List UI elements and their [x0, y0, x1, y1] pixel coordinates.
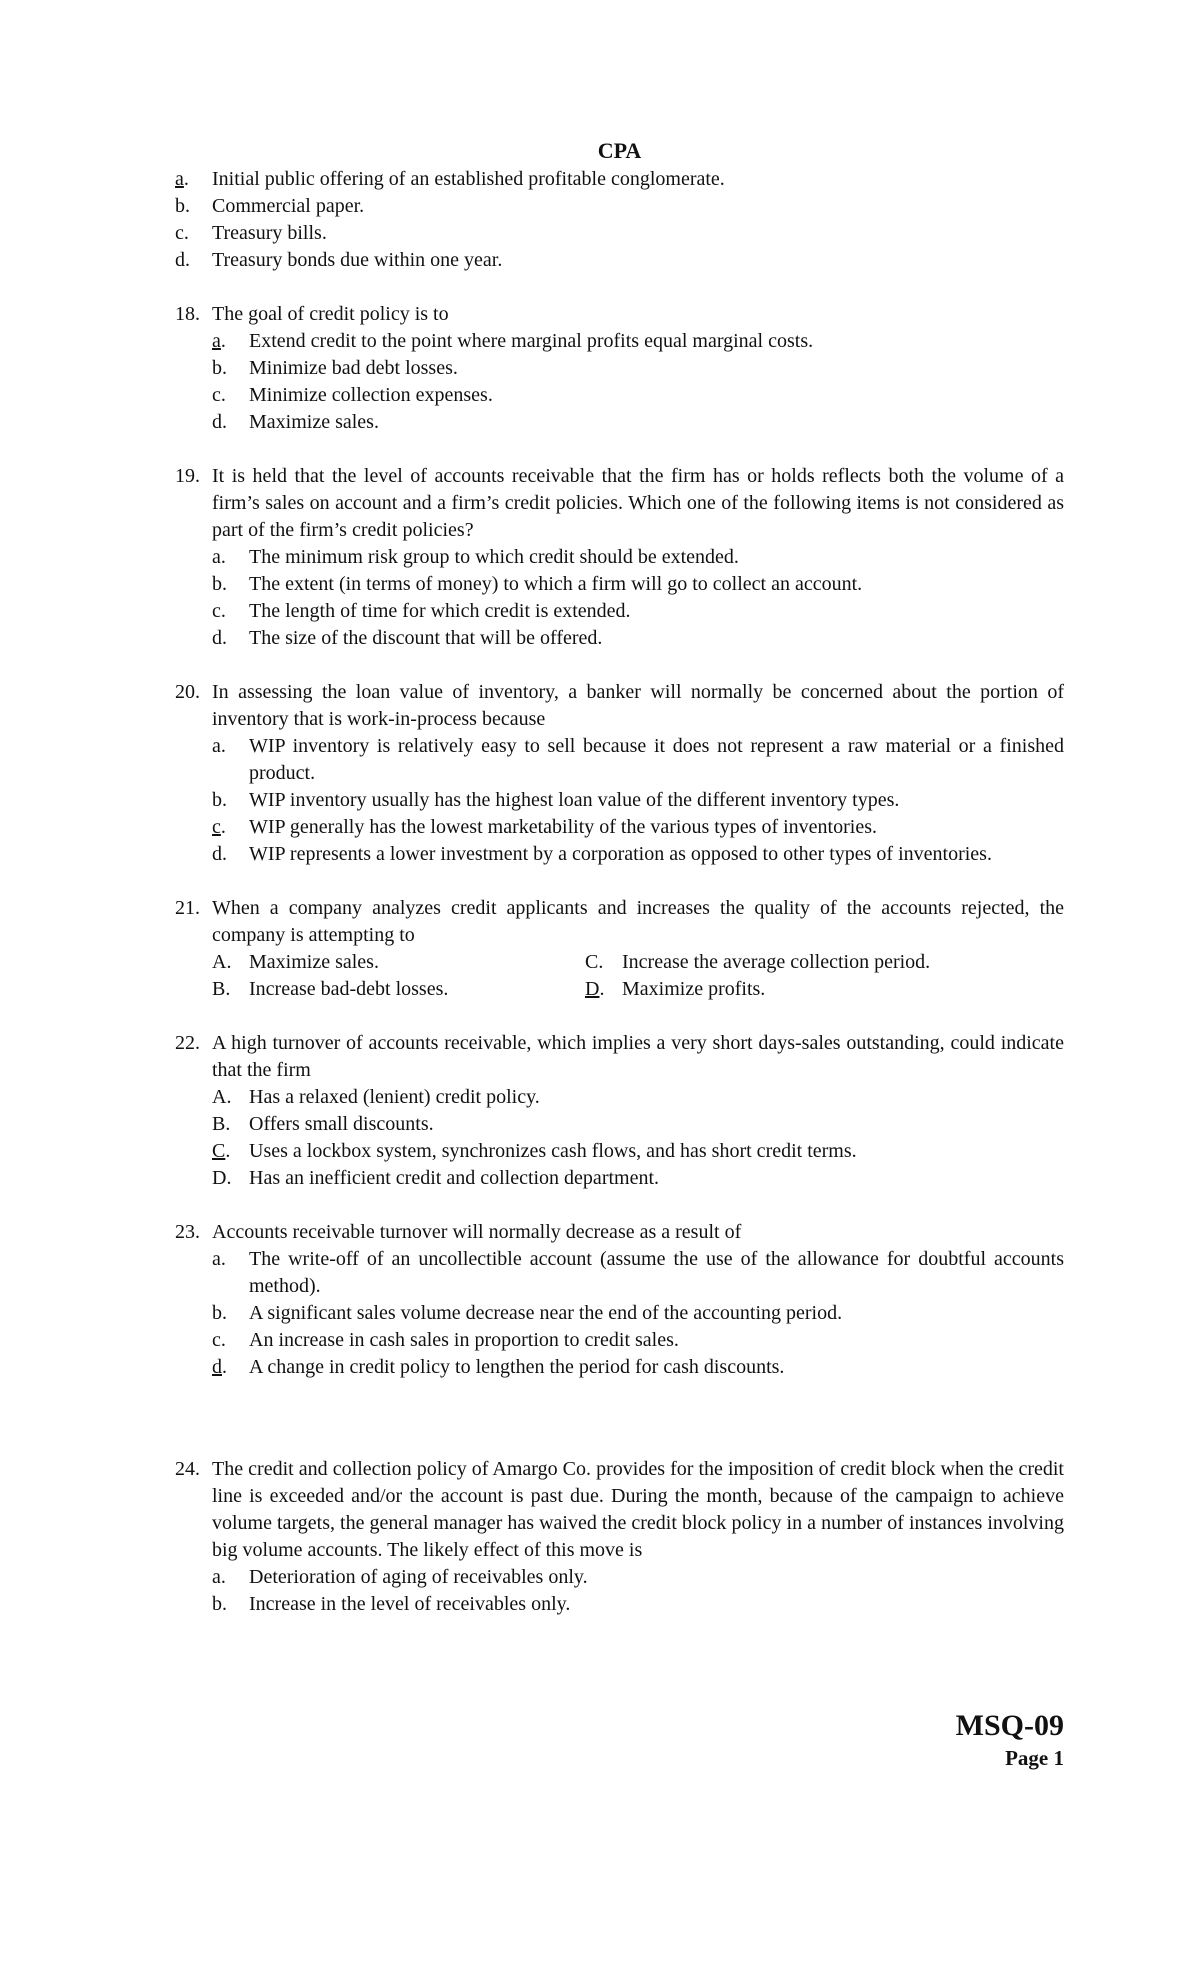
- question-number: 18.: [175, 303, 200, 325]
- option-label: c: [212, 1329, 221, 1351]
- option-label: d: [212, 1356, 222, 1378]
- option-label: D: [212, 1167, 227, 1189]
- option-text: Minimize bad debt losses.: [249, 357, 458, 379]
- question-number: 24.: [175, 1458, 200, 1480]
- question-stem: The credit and collection policy of Amargo Co. provides for the imposition of credit block when the credit line is exceeded and/or the account is past due. During the month, because of the campaign to achieve volume targets, the general manager has waived the credit block policy in a number of instances involving big volume accounts. The likely effect of this move is: [212, 1458, 1064, 1561]
- question-number: 19.: [175, 465, 200, 487]
- question-stem: When a company analyzes credit applicants and increases the quality of the accounts rejected, the company is attempting to: [212, 897, 1064, 946]
- option-text: A significant sales volume decrease near the end of the accounting period.: [249, 1302, 843, 1324]
- option: a. Deterioration of aging of receivables only.: [212, 1564, 1064, 1591]
- option-text: The size of the discount that will be offered.: [249, 627, 603, 649]
- option-text: An increase in cash sales in proportion to credit sales.: [249, 1329, 679, 1351]
- option-text: WIP inventory usually has the highest loan value of the different inventory types.: [249, 789, 900, 811]
- option: b. Increase in the level of receivables only.: [212, 1591, 1064, 1618]
- option-text: Maximize profits.: [622, 978, 766, 1000]
- question-18: [175, 301, 1064, 436]
- option-label: b: [212, 789, 222, 811]
- option-text: Has an inefficient credit and collection department.: [249, 1167, 660, 1189]
- option: B. Offers small discounts.: [212, 1111, 1064, 1138]
- option: c. WIP generally has the lowest marketability of the various types of inventories.: [212, 814, 1064, 841]
- option-text: The length of time for which credit is extended.: [249, 600, 631, 622]
- option-text: Commercial paper.: [212, 195, 365, 217]
- option: A. Has a relaxed (lenient) credit policy.: [212, 1084, 1064, 1111]
- option: b. Minimize bad debt losses.: [212, 355, 1064, 382]
- option-label: c: [212, 816, 221, 838]
- question-24: [175, 1456, 1064, 1618]
- question-number: 23.: [175, 1221, 200, 1243]
- option-label: C: [585, 951, 599, 973]
- option-label: a: [212, 1248, 221, 1270]
- option-label: c: [212, 600, 221, 622]
- option: c. An increase in cash sales in proportion to credit sales.: [212, 1327, 1064, 1354]
- question-number: 21.: [175, 897, 200, 919]
- option: c. Minimize collection expenses.: [212, 382, 1064, 409]
- option: b. Commercial paper.: [175, 193, 1064, 220]
- question-stem: The goal of credit policy is to: [212, 303, 449, 325]
- option-label: B: [212, 1113, 226, 1135]
- page-number: Page 1: [1005, 1746, 1064, 1770]
- option-text: WIP represents a lower investment by a corporation as opposed to other types of inventories.: [249, 843, 992, 865]
- question-number: 22.: [175, 1032, 200, 1054]
- page-footer: [956, 1708, 1064, 1772]
- option-text: Increase bad-debt losses.: [249, 978, 449, 1000]
- option-text: The write-off of an uncollectible account (assume the use of the allowance for doubtful accounts method).: [249, 1248, 1064, 1297]
- option-label: b: [212, 1593, 222, 1615]
- question-23: [175, 1219, 1064, 1381]
- option: D. Maximize profits.: [585, 976, 958, 1003]
- option-text: The minimum risk group to which credit should be extended.: [249, 546, 739, 568]
- option-label: C: [212, 1140, 226, 1162]
- option-text: Uses a lockbox system, synchronizes cash flows, and has short credit terms.: [249, 1140, 857, 1162]
- question-stem: Accounts receivable turnover will normally decrease as a result of: [212, 1221, 742, 1243]
- option-label: A: [212, 1086, 227, 1108]
- option-label: a: [212, 1566, 221, 1588]
- option: a. The minimum risk group to which credit should be extended.: [212, 544, 1064, 571]
- option-label: b: [175, 195, 185, 217]
- option: c. The length of time for which credit is extended.: [212, 598, 1064, 625]
- question-22: [175, 1030, 1064, 1192]
- option-label: b: [212, 357, 222, 379]
- option-label: a: [175, 168, 184, 190]
- question-number: 20.: [175, 681, 200, 703]
- question-stem: In assessing the loan value of inventory, a banker will normally be concerned about the portion of inventory that is work-in-process because: [212, 681, 1064, 730]
- option-label: a: [212, 735, 221, 757]
- exam-code: MSQ-09: [955, 1709, 1064, 1742]
- option-label: d: [212, 843, 222, 865]
- option: a. Extend credit to the point where marginal profits equal marginal costs.: [212, 328, 1064, 355]
- option: d. WIP represents a lower investment by a corporation as opposed to other types of inventories.: [212, 841, 1064, 868]
- option: a. Initial public offering of an established profitable conglomerate.: [175, 166, 1064, 193]
- option: B. Increase bad-debt losses.: [212, 976, 585, 1003]
- option-label: d: [175, 249, 185, 271]
- option-label: c: [175, 222, 184, 244]
- option: C. Uses a lockbox system, synchronizes cash flows, and has short credit terms.: [212, 1138, 1064, 1165]
- option-text: Minimize collection expenses.: [249, 384, 493, 406]
- option-text: Increase in the level of receivables only.: [249, 1593, 571, 1615]
- content-column: [175, 137, 1064, 1618]
- option: c. Treasury bills.: [175, 220, 1064, 247]
- option-label: d: [212, 411, 222, 433]
- option-label: d: [212, 627, 222, 649]
- option-text: WIP inventory is relatively easy to sell because it does not represent a raw material or a finished product.: [249, 735, 1064, 784]
- option-label: D: [585, 978, 600, 1000]
- option-label: c: [212, 384, 221, 406]
- question-stem: It is held that the level of accounts receivable that the firm has or holds reflects both the volume of a firm’s sales on account and a firm’s credit policies. Which one of the following items is not considered as part of the firm’s credit policies?: [212, 465, 1064, 541]
- option: b. A significant sales volume decrease near the end of the accounting period.: [212, 1300, 1064, 1327]
- option-text: WIP generally has the lowest marketability of the various types of inventories.: [249, 816, 877, 838]
- question-21: [175, 895, 1064, 1003]
- option: a. WIP inventory is relatively easy to sell because it does not represent a raw material or a finished product.: [212, 733, 1064, 787]
- option: d. Treasury bonds due within one year.: [175, 247, 1064, 274]
- page-header: CPA: [597, 138, 642, 163]
- option: d. Maximize sales.: [212, 409, 1064, 436]
- option-text: Increase the average collection period.: [622, 951, 931, 973]
- option: d. The size of the discount that will be offered.: [212, 625, 1064, 652]
- option-text: A change in credit policy to lengthen the period for cash discounts.: [249, 1356, 785, 1378]
- q17-options: [175, 166, 1064, 274]
- option-text: The extent (in terms of money) to which a firm will go to collect an account.: [249, 573, 863, 595]
- option-text: Treasury bills.: [212, 222, 327, 244]
- option-text: Extend credit to the point where marginal profits equal marginal costs.: [249, 330, 814, 352]
- option-text: Maximize sales.: [249, 411, 379, 433]
- option: C. Increase the average collection period.: [585, 949, 958, 976]
- option-label: A: [212, 951, 227, 973]
- option: b. The extent (in terms of money) to which a firm will go to collect an account.: [212, 571, 1064, 598]
- option-text: Maximize sales.: [249, 951, 379, 973]
- question-20: [175, 679, 1064, 868]
- option: a. The write-off of an uncollectible account (assume the use of the allowance for doubtful accounts method).: [212, 1246, 1064, 1300]
- option-label: a: [212, 546, 221, 568]
- option-text: Initial public offering of an established profitable conglomerate.: [212, 168, 725, 190]
- question-stem: A high turnover of accounts receivable, which implies a very short days-sales outstanding, could indicate that the firm: [212, 1032, 1064, 1081]
- option-label: b: [212, 1302, 222, 1324]
- option-label: B: [212, 978, 226, 1000]
- option-label: b: [212, 573, 222, 595]
- option: D. Has an inefficient credit and collection department.: [212, 1165, 1064, 1192]
- option-label: a: [212, 330, 221, 352]
- option: d. A change in credit policy to lengthen the period for cash discounts.: [212, 1354, 1064, 1381]
- option-text: Deterioration of aging of receivables only.: [249, 1566, 588, 1588]
- option: b. WIP inventory usually has the highest loan value of the different inventory types.: [212, 787, 1064, 814]
- option-text: Offers small discounts.: [249, 1113, 434, 1135]
- question-19: [175, 463, 1064, 652]
- option-text: Treasury bonds due within one year.: [212, 249, 503, 271]
- option-text: Has a relaxed (lenient) credit policy.: [249, 1086, 540, 1108]
- option: A. Maximize sales.: [212, 949, 585, 976]
